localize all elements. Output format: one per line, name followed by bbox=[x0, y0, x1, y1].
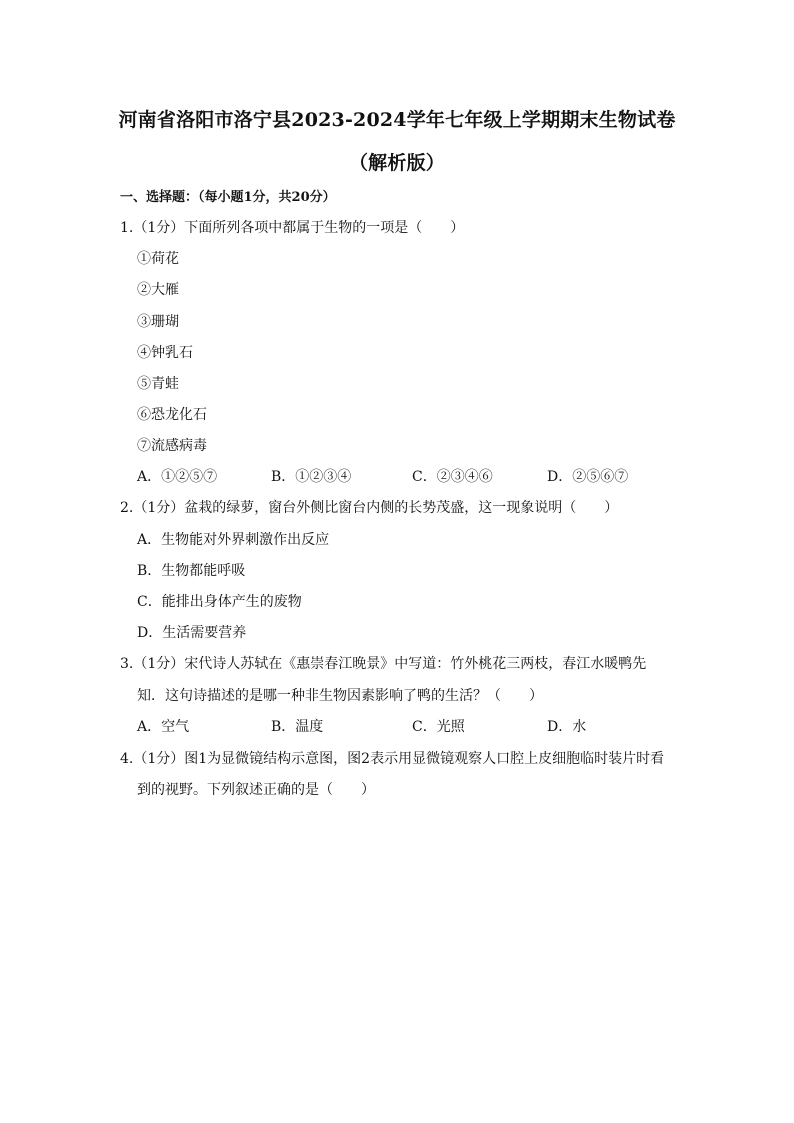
choice-b: B．①②③④ bbox=[271, 469, 352, 485]
question-2-option: A．生物能对外界刺激作出反应 bbox=[137, 532, 330, 548]
question-3-stem: 3.（1分）宋代诗人苏轼在《惠崇春江晚景》中写道：竹外桃花三两枝，春江水暖鸭先 bbox=[120, 656, 647, 672]
section-heading: 一、选择题：（每小题1分，共20分） bbox=[120, 190, 336, 205]
question-4-stem-cont: 到的视野。下列叙述正确的是（ ） bbox=[137, 782, 375, 798]
choice-b: B．温度 bbox=[271, 719, 324, 735]
question-2-option: B．生物都能呼吸 bbox=[137, 563, 246, 579]
question-4-stem: 4.（1分）图1为显微镜结构示意图，图2表示用显微镜观察人口腔上皮细胞临时装片时看 bbox=[120, 751, 665, 767]
question-1-item: ④钟乳石 bbox=[137, 345, 193, 361]
question-2-option: C．能排出身体产生的废物 bbox=[137, 594, 302, 610]
choice-a: A．①②⑤⑦ bbox=[137, 469, 218, 485]
question-1-item: ⑥恐龙化石 bbox=[137, 407, 207, 423]
question-1-item: ①荷花 bbox=[137, 251, 179, 267]
question-1-stem: 1.（1分）下面所列各项中都属于生物的一项是（ ） bbox=[120, 220, 465, 236]
choice-d: D．②⑤⑥⑦ bbox=[547, 469, 629, 485]
choice-d: D．水 bbox=[547, 719, 587, 735]
exam-title: 河南省洛阳市洛宁县2023-2024学年七年级上学期期末生物试卷 bbox=[118, 109, 676, 131]
question-1-item: ⑦流感病毒 bbox=[137, 438, 207, 454]
question-1-item: ③珊瑚 bbox=[137, 314, 179, 330]
question-1-item: ②大雁 bbox=[137, 282, 179, 298]
question-2-option: D．生活需要营养 bbox=[137, 625, 247, 641]
question-3-stem-cont: 知．这句诗描述的是哪一种非生物因素影响了鸭的生活？（ ） bbox=[137, 688, 543, 704]
choice-c: C．光照 bbox=[412, 719, 465, 735]
choice-c: C．②③④⑥ bbox=[412, 469, 493, 485]
exam-subtitle: （解析版） bbox=[348, 152, 445, 174]
question-2-stem: 2.（1分）盆栽的绿萝，窗台外侧比窗台内侧的长势茂盛，这一现象说明（ ） bbox=[120, 500, 619, 516]
choice-a: A．空气 bbox=[137, 719, 190, 735]
question-1-item: ⑤青蛙 bbox=[137, 376, 179, 392]
